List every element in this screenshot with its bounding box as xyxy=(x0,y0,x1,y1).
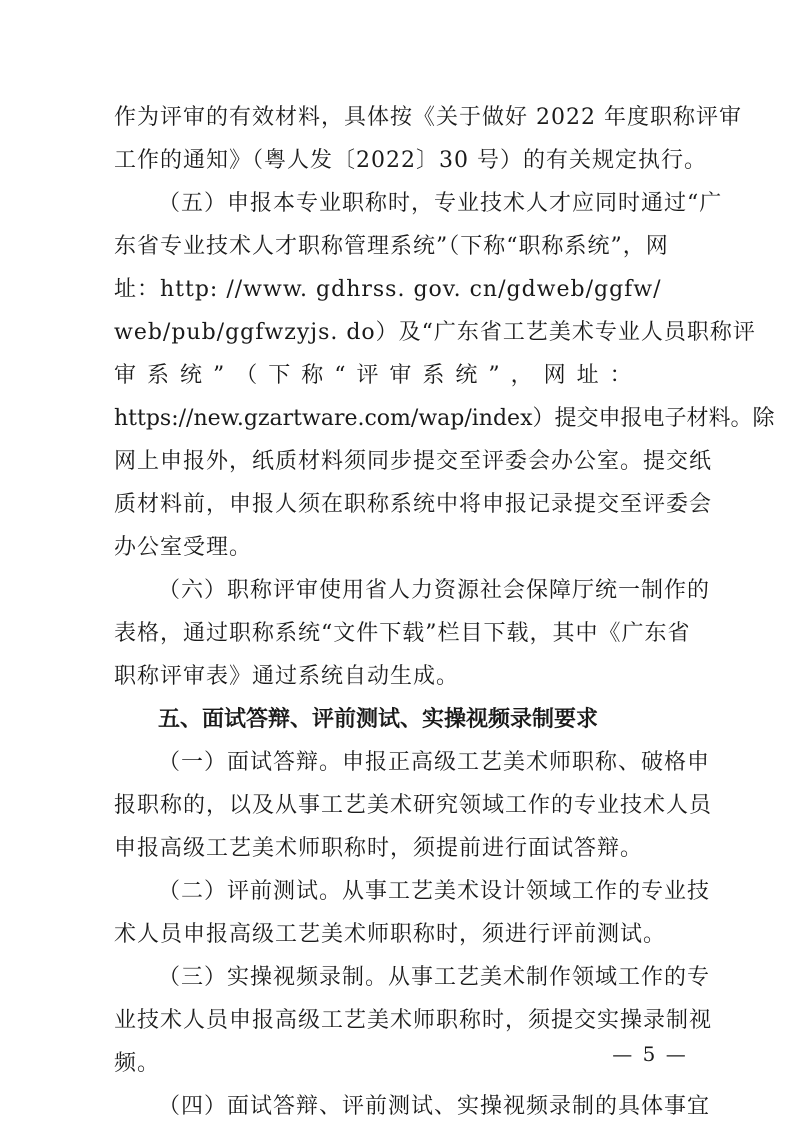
paragraph-four: （四）面试答辩、评前测试、实操视频录制的具体事宜 xyxy=(158,1094,711,1119)
text-line: 作为评审的有效材料，具体按《关于做好 2022 年度职称评审 xyxy=(114,105,742,130)
paragraph-two: （二）评前测试。从事工艺美术设计领域工作的专业技 xyxy=(158,879,711,904)
paragraph-six: （六）职称评审使用省人力资源社会保障厅统一制作的 xyxy=(158,578,711,603)
text-line: 职称评审表》通过系统自动生成。 xyxy=(114,664,460,689)
text-line: 东省专业技术人才职称管理系统”（下称“职称系统”，网 xyxy=(114,234,669,259)
text-line: 办公室受理。 xyxy=(114,535,253,560)
paragraph-one: （一）面试答辩。申报正高级工艺美术师职称、破格申 xyxy=(158,750,711,775)
text-line: 频。 xyxy=(114,1051,161,1076)
page-number: — 5 — xyxy=(612,1042,688,1066)
text-line: 表格，通过职称系统“文件下载”栏目下载，其中《广东省 xyxy=(114,621,691,646)
text-line: 网上申报外，纸质材料须同步提交至评委会办公室。提交纸 xyxy=(114,449,713,474)
text-line: 报职称的，以及从事工艺美术研究领域工作的专业技术人员 xyxy=(114,793,713,818)
paragraph-three: （三）实操视频录制。从事工艺美术制作领域工作的专 xyxy=(158,965,711,990)
text-line: 审 系 统 ” （ 下 称 “ 评 审 系 统 ” ， 网 址 ： xyxy=(114,363,634,388)
text-line: 术人员申报高级工艺美术师职称时，须进行评前测试。 xyxy=(114,922,667,947)
section-heading: 五、面试答辩、评前测试、实操视频录制要求 xyxy=(158,707,599,732)
url-line: web/pub/ggfwzyjs. do）及“广东省工艺美术专业人员职称评 xyxy=(114,320,756,345)
text-line: 业技术人员申报高级工艺美术师职称时，须提交实操录制视 xyxy=(114,1008,713,1033)
text-line: 质材料前，申报人须在职称系统中将申报记录提交至评委会 xyxy=(114,492,713,517)
url-line: 址：http: //www. gdhrss. gov. cn/gdweb/ggfw/ xyxy=(114,277,662,302)
url-line: https://new.gzartware.com/wap/index）提交申报电子材料。除 xyxy=(114,406,775,431)
paragraph-five: （五）申报本专业职称时，专业技术人才应同时通过“广 xyxy=(158,191,723,216)
text-line: 申报高级工艺美术师职称时，须提前进行面试答辩。 xyxy=(114,836,644,861)
text-line: 工作的通知》（粤人发〔2022〕30 号）的有关规定执行。 xyxy=(114,148,707,173)
